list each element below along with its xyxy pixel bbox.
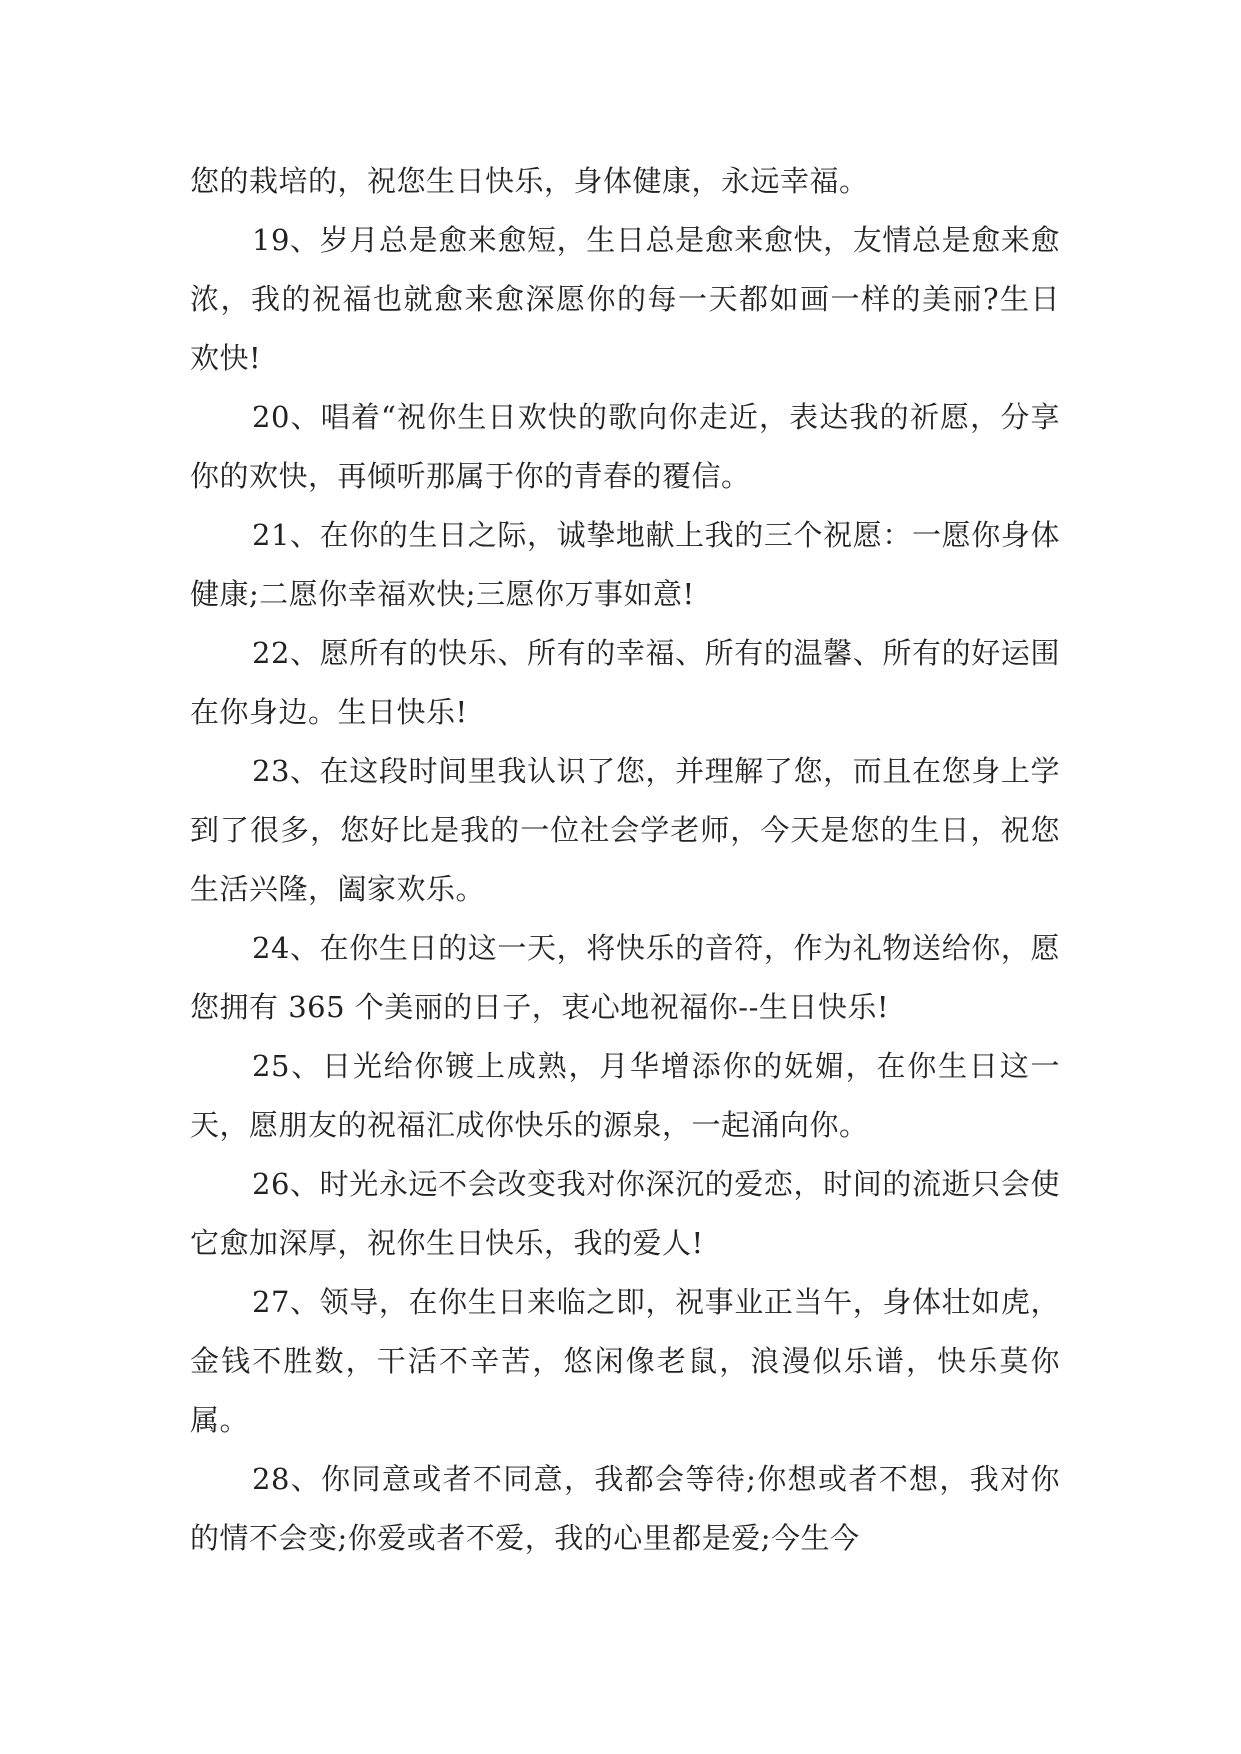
paragraph-24: 24、在你生日的这一天，将快乐的音符，作为礼物送给你，愿您拥有 365 个美丽的日子，衷心地祝福你--生日快乐! [190,931,1060,1024]
document-body [190,152,1060,1568]
paragraph-19: 19、岁月总是愈来愈短，生日总是愈来愈快，友情总是愈来愈浓，我的祝福也就愈来愈深愿你的每一天都如画一样的美丽?生日欢快! [190,223,1060,375]
paragraph-25: 25、日光给你镀上成熟，月华增添你的妩媚，在你生日这一天，愿朋友的祝福汇成你快乐的源泉，一起涌向你。 [190,1049,1060,1142]
paragraph-20: 20、唱着“祝你生日欢快的歌向你走近，表达我的祈愿，分享你的欢快，再倾听那属于你的青春的覆信。 [190,400,1060,493]
paragraph-21: 21、在你的生日之际，诚挚地献上我的三个祝愿：一愿你身体健康;二愿你幸福欢快;三愿你万事如意! [190,518,1060,611]
paragraph-23: 23、在这段时间里我认识了您，并理解了您，而且在您身上学到了很多，您好比是我的一位社会学老师，今天是您的生日，祝您生活兴隆，阖家欢乐。 [190,754,1060,906]
paragraph: 您的栽培的，祝您生日快乐，身体健康，永远幸福。 [190,164,869,198]
paragraph-27: 27、领导，在你生日来临之即，祝事业正当午，身体壮如虎，金钱不胜数，干活不辛苦，悠闲像老鼠，浪漫似乐谱，快乐莫你属。 [190,1285,1060,1437]
paragraph-26: 26、时光永远不会改变我对你深沉的爱恋，时间的流逝只会使它愈加深厚，祝你生日快乐，我的爱人! [190,1167,1060,1260]
paragraph-22: 22、愿所有的快乐、所有的幸福、所有的温馨、所有的好运围在你身边。生日快乐! [190,636,1060,729]
paragraph-28: 28、你同意或者不同意，我都会等待;你想或者不想，我对你的情不会变;你爱或者不爱，我的心里都是爱;今生今 [190,1462,1060,1555]
